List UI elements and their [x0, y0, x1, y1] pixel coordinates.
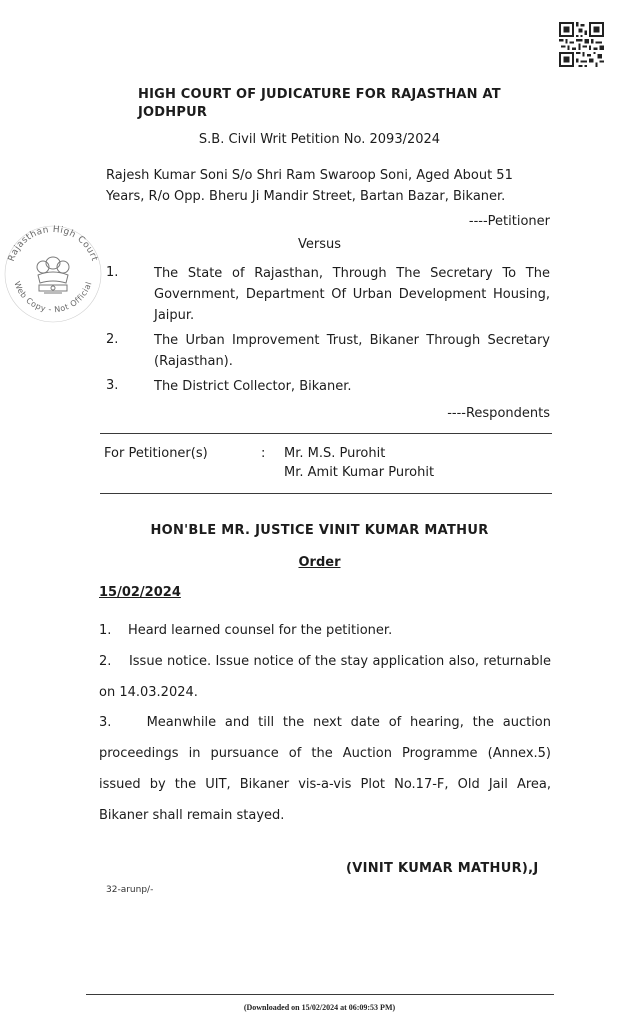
respondent-number: 2. [106, 332, 119, 347]
order-paragraph-number: 3. [99, 715, 112, 730]
order-paragraph-number: 2. [99, 654, 112, 669]
court-title: HIGH COURT OF JUDICATURE FOR RAJASTHAN AT JODHPUR [138, 87, 501, 120]
order-paragraph-text: Meanwhile and till the next date of hearing, the auction proceedings in pursuance of the Auction Programme (Annex.5) issued by the UIT, Bikaner vis-a-vis Plot No.17-F, Old Jail Area, Bikaner shall remain stayed. [99, 715, 551, 823]
download-note: (Downloaded on 15/02/2024 at 06:09:53 PM) [243, 1003, 396, 1012]
respondent-text: The Urban Improvement Trust, Bikaner Through Secretary (Rajasthan). [154, 333, 550, 369]
qr-code-icon [559, 22, 604, 67]
respondent-text: The State of Rajasthan, Through The Secretary To The Government, Department Of Urban Development Housing, Jaipur. [154, 266, 550, 323]
reference-code: 32-arunp/- [106, 885, 154, 895]
order-paragraph-text: Heard learned counsel for the petitioner. [127, 623, 393, 638]
respondents-role-label: ----Respondents [447, 406, 550, 421]
order-paragraph-number: 1. [99, 623, 112, 638]
order-paragraph [99, 646, 551, 708]
counsel-name: Mr. Amit Kumar Purohit [284, 465, 435, 480]
divider-line [100, 433, 552, 434]
respondent-text: The District Collector, Bikaner. [154, 379, 352, 394]
order-paragraph [99, 707, 551, 831]
justice-name: HON'BLE MR. JUSTICE VINIT KUMAR MATHUR [150, 523, 489, 538]
respondent-number: 3. [106, 378, 119, 393]
seal-text-top: Rajasthan High Court [6, 224, 100, 263]
order-paragraph [99, 615, 551, 646]
seal-text-bottom: Web Copy - Not Official [12, 280, 94, 315]
divider-line [100, 493, 552, 494]
court-seal-watermark [0, 217, 106, 327]
versus-label: Versus [297, 237, 341, 252]
footer-divider [86, 994, 554, 995]
order-date: 15/02/2024 [99, 585, 181, 600]
counsel-label: For Petitioner(s) [104, 446, 208, 461]
judge-signature: (VINIT KUMAR MATHUR),J [346, 861, 539, 876]
petition-number: S.B. Civil Writ Petition No. 2093/2024 [198, 132, 441, 147]
counsel-separator: : [261, 446, 266, 461]
petitioner-description: Rajesh Kumar Soni S/o Shri Ram Swaroop Soni, Aged About 51 Years, R/o Opp. Bheru Ji Mandir Street, Bartan Bazar, Bikaner. [106, 168, 513, 204]
respondent-number: 1. [106, 265, 119, 280]
order-heading: Order [298, 555, 341, 570]
emblem-icon [37, 257, 69, 293]
order-paragraph-text: Issue notice. Issue notice of the stay application also, returnable on 14.03.2024. [99, 654, 551, 700]
counsel-name: Mr. M.S. Purohit [284, 446, 386, 461]
petitioner-role-label: ----Petitioner [468, 214, 550, 229]
